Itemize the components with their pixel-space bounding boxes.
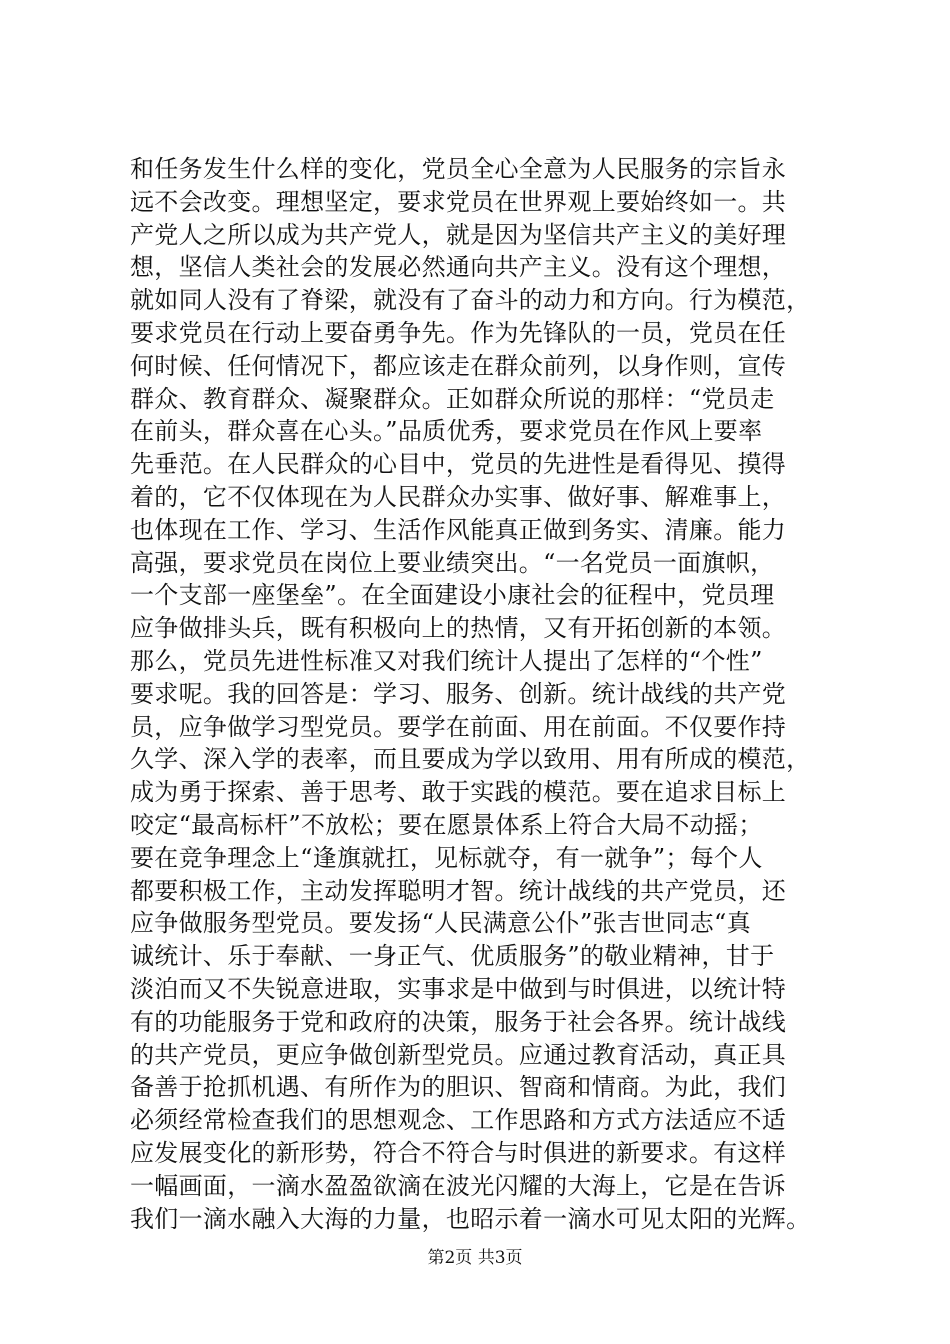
body-text — [130, 153, 830, 1235]
text-line: 应争做服务型党员。要发扬“人民满意公仆”张吉世同志“真 — [130, 909, 751, 938]
text-line: 诚统计、乐于奉献、一身正气、优质服务”的敬业精神，甘于 — [130, 942, 775, 971]
text-line: 在前头，群众喜在心头。”品质优秀，要求党员在作风上要率 — [130, 417, 763, 446]
text-line: 远不会改变。理想坚定，要求党员在世界观上要始终如一。共 — [130, 187, 787, 216]
text-line: 淡泊而又不失锐意进取，实事求是中做到与时俱进，以统计特 — [130, 974, 787, 1003]
text-line: 要求呢。我的回答是：学习、服务、创新。统计战线的共产党 — [130, 679, 787, 708]
text-line: 久学、深入学的表率，而且要成为学以致用、用有所成的模范， — [130, 745, 811, 774]
text-line: 要在竞争理念上“逢旗就扛，见标就夺，有一就争”；每个人 — [130, 843, 763, 872]
text-line: 成为勇于探索、善于思考、敢于实践的模范。要在追求目标上 — [130, 778, 787, 807]
text-line: 必须经常检查我们的思想观念、工作思路和方式方法适应不适 — [130, 1106, 787, 1135]
text-line: 的共产党员，更应争做创新型党员。应通过教育活动，真正具 — [130, 1040, 787, 1069]
text-line: 和任务发生什么样的变化，党员全心全意为人民服务的宗旨永 — [130, 155, 787, 183]
text-line: 应发展变化的新形势，符合不符合与时俱进的新要求。有这样 — [130, 1138, 787, 1167]
text-line: 咬定“最高标杆”不放松；要在愿景体系上符合大局不动摇； — [130, 810, 763, 839]
text-line: 那么，党员先进性标准又对我们统计人提出了怎样的“个性” — [130, 646, 763, 675]
text-line: 产党人之所以成为共产党人，就是因为坚信共产主义的美好理 — [130, 220, 787, 249]
text-line: 有的功能服务于党和政府的决策，服务于社会各界。统计战线 — [130, 1007, 787, 1036]
text-line: 着的，它不仅体现在为人民群众办实事、做好事、解难事上， — [130, 482, 787, 511]
text-line: 要求党员在行动上要奋勇争先。作为先锋队的一员，党员在任 — [130, 318, 787, 347]
text-line: 一个支部一座堡垒”。在全面建设小康社会的征程中，党员理 — [130, 581, 775, 610]
text-line: 应争做排头兵，既有积极向上的热情，又有开拓创新的本领。 — [130, 614, 787, 643]
text-line: 也体现在工作、学习、生活作风能真正做到务实、清廉。能力 — [130, 515, 787, 544]
text-line: 一幅画面，一滴水盈盈欲滴在波光闪耀的大海上，它是在告诉 — [130, 1171, 787, 1200]
text-line: 高强，要求党员在岗位上要业绩突出。“一名党员一面旗帜， — [130, 548, 775, 577]
page-footer: 第2页 共3页 — [427, 1248, 523, 1268]
text-line: 先垂范。在人民群众的心目中，党员的先进性是看得见、摸得 — [130, 450, 787, 479]
text-line: 员，应争做学习型党员。要学在前面、用在前面。不仅要作持 — [130, 712, 787, 741]
text-line: 想，坚信人类社会的发展必然通向共产主义。没有这个理想， — [130, 253, 787, 282]
text-line: 何时候、任何情况下，都应该走在群众前列，以身作则，宣传 — [130, 351, 787, 380]
text-line: 都要积极工作，主动发挥聪明才智。统计战线的共产党员，还 — [130, 876, 787, 905]
text-line: 就如同人没有了脊梁，就没有了奋斗的动力和方向。行为模范， — [130, 286, 811, 315]
text-line: 备善于抢抓机遇、有所作为的胆识、智商和情商。为此，我们 — [130, 1073, 787, 1102]
text-line: 群众、教育群众、凝聚群众。正如群众所说的那样：“党员走 — [130, 384, 775, 413]
text-line: 我们一滴水融入大海的力量，也昭示着一滴水可见太阳的光辉。 — [130, 1204, 811, 1233]
